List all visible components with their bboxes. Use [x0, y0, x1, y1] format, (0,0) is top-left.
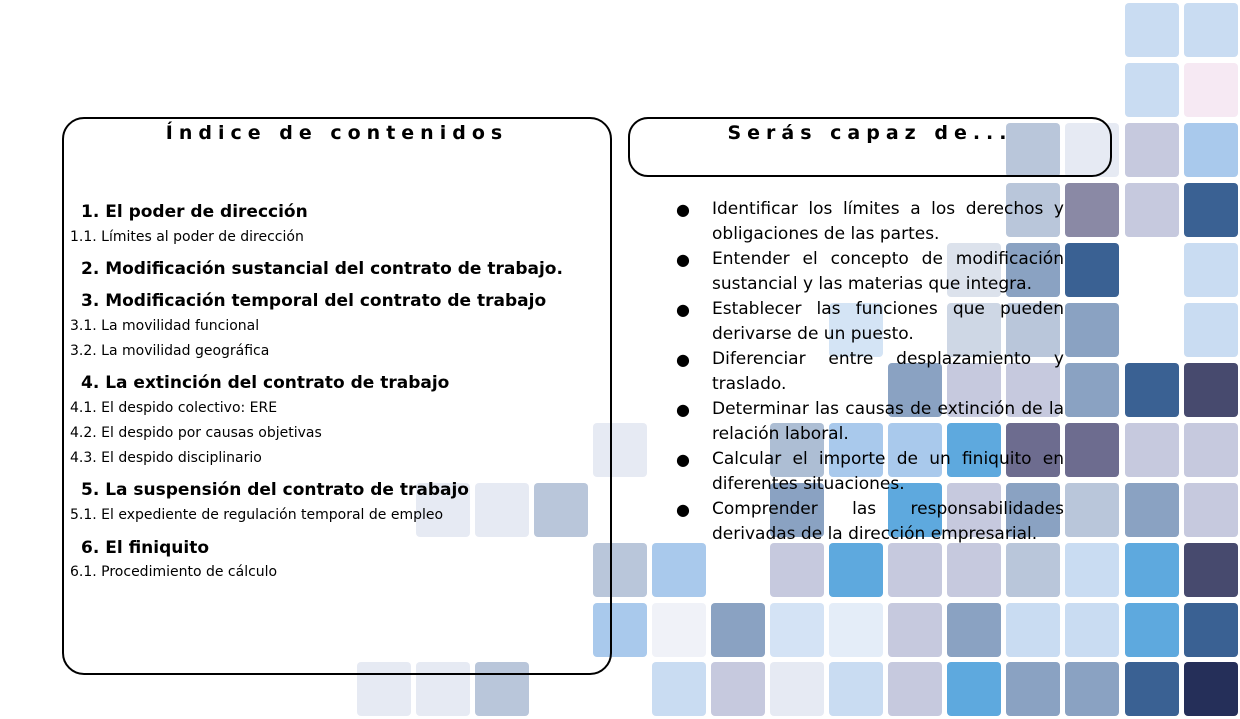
- toc-subsection-3-1: 3.1. La movilidad funcional: [70, 318, 260, 334]
- mosaic-tile: [1125, 603, 1179, 657]
- outcome-text: Calcular el importe de un finiquito en diferentes situaciones.: [712, 449, 1064, 494]
- outcome-item: [672, 397, 1064, 447]
- learning-outcomes-list: [672, 197, 1064, 547]
- mosaic-tile: [888, 603, 942, 657]
- toc-section-5: 5. La suspensión del contrato de trabajo: [81, 480, 469, 500]
- outcome-item: [672, 297, 1064, 347]
- toc-subsection-4-3: 4.3. El despido disciplinario: [70, 450, 262, 466]
- outcome-item: [672, 497, 1064, 547]
- toc-subsection-3-2: 3.2. La movilidad geográfica: [70, 343, 270, 359]
- toc-section-4: 4. La extinción del contrato de trabajo: [81, 373, 450, 393]
- toc-subsection-4-1: 4.1. El despido colectivo: ERE: [70, 400, 278, 416]
- mosaic-tile: [947, 662, 1001, 716]
- outcome-text: Comprender las responsabilidades derivadas de la dirección empresarial.: [712, 499, 1064, 544]
- bullet-icon: ●: [676, 350, 690, 369]
- mosaic-tile: [1065, 543, 1119, 597]
- mosaic-tile: [652, 603, 706, 657]
- mosaic-tile: [1184, 363, 1238, 417]
- outcome-item: [672, 197, 1064, 247]
- mosaic-tile: [888, 543, 942, 597]
- mosaic-tile: [652, 543, 706, 597]
- mosaic-tile: [1065, 423, 1119, 477]
- contents-title: Índice de contenidos: [165, 122, 509, 144]
- mosaic-tile: [829, 603, 883, 657]
- mosaic-tile: [1065, 603, 1119, 657]
- mosaic-tile: [1006, 603, 1060, 657]
- mosaic-tile: [1125, 483, 1179, 537]
- toc-section-3: 3. Modificación temporal del contrato de trabajo: [81, 291, 547, 311]
- mosaic-tile: [1125, 363, 1179, 417]
- mosaic-tile: [829, 543, 883, 597]
- toc-section-6: 6. El finiquito: [81, 538, 209, 558]
- mosaic-tile: [1125, 543, 1179, 597]
- mosaic-tile: [770, 662, 824, 716]
- mosaic-tile: [1184, 423, 1238, 477]
- outcome-item: [672, 447, 1064, 497]
- mosaic-tile: [1184, 243, 1238, 297]
- bullet-icon: ●: [676, 400, 690, 419]
- mosaic-tile: [1184, 183, 1238, 237]
- mosaic-tile: [1125, 662, 1179, 716]
- mosaic-tile: [1184, 303, 1238, 357]
- bullet-icon: ●: [676, 250, 690, 269]
- outcome-text: Diferenciar entre desplazamiento y traslado.: [712, 349, 1064, 394]
- mosaic-tile: [1065, 303, 1119, 357]
- outcome-item: [672, 347, 1064, 397]
- mosaic-tile: [711, 662, 765, 716]
- mosaic-tile: [1125, 123, 1179, 177]
- mosaic-tile: [1065, 363, 1119, 417]
- mosaic-tile: [770, 603, 824, 657]
- bullet-icon: ●: [676, 450, 690, 469]
- outcome-text: Determinar las causas de extinción de la relación laboral.: [712, 399, 1064, 444]
- mosaic-tile: [770, 543, 824, 597]
- mosaic-tile: [1125, 423, 1179, 477]
- toc-subsection-4-2: 4.2. El despido por causas objetivas: [70, 425, 322, 441]
- outcome-item: [672, 247, 1064, 297]
- toc-section-1: 1. El poder de dirección: [81, 202, 308, 222]
- mosaic-tile: [947, 543, 1001, 597]
- mosaic-tile: [1125, 3, 1179, 57]
- mosaic-tile: [1125, 63, 1179, 117]
- mosaic-tile: [1125, 183, 1179, 237]
- mosaic-tile: [1065, 662, 1119, 716]
- mosaic-tile: [1006, 662, 1060, 716]
- outcomes-title-box: [628, 117, 1112, 177]
- mosaic-tile: [1184, 3, 1238, 57]
- outcome-text: Establecer las funciones que pueden derivarse de un puesto.: [712, 299, 1064, 344]
- toc-subsection-6-1: 6.1. Procedimiento de cálculo: [70, 564, 278, 580]
- mosaic-tile: [829, 662, 883, 716]
- mosaic-tile: [1184, 123, 1238, 177]
- mosaic-tile: [1184, 483, 1238, 537]
- bullet-icon: ●: [676, 300, 690, 319]
- outcome-text: Identificar los límites a los derechos y obligaciones de las partes.: [712, 199, 1064, 244]
- mosaic-tile: [652, 662, 706, 716]
- mosaic-tile: [1065, 483, 1119, 537]
- mosaic-tile: [1184, 662, 1238, 716]
- mosaic-tile: [1065, 243, 1119, 297]
- toc-subsection-5-1: 5.1. El expediente de regulación temporal de empleo: [70, 507, 444, 523]
- toc-subsection-1-1: 1.1. Límites al poder de dirección: [70, 229, 304, 245]
- mosaic-tile: [711, 603, 765, 657]
- bullet-icon: ●: [676, 200, 690, 219]
- toc-section-2: 2. Modificación sustancial del contrato de trabajo.: [81, 259, 563, 279]
- outcome-text: Entender el concepto de modificación sustancial y las materias que integra.: [712, 249, 1064, 294]
- mosaic-tile: [1065, 183, 1119, 237]
- bullet-icon: ●: [676, 500, 690, 519]
- mosaic-tile: [947, 603, 1001, 657]
- mosaic-tile: [1184, 543, 1238, 597]
- mosaic-tile: [888, 662, 942, 716]
- mosaic-tile: [1184, 603, 1238, 657]
- mosaic-tile: [1006, 543, 1060, 597]
- outcomes-title: Serás capaz de...: [727, 122, 1013, 144]
- mosaic-tile: [1184, 63, 1238, 117]
